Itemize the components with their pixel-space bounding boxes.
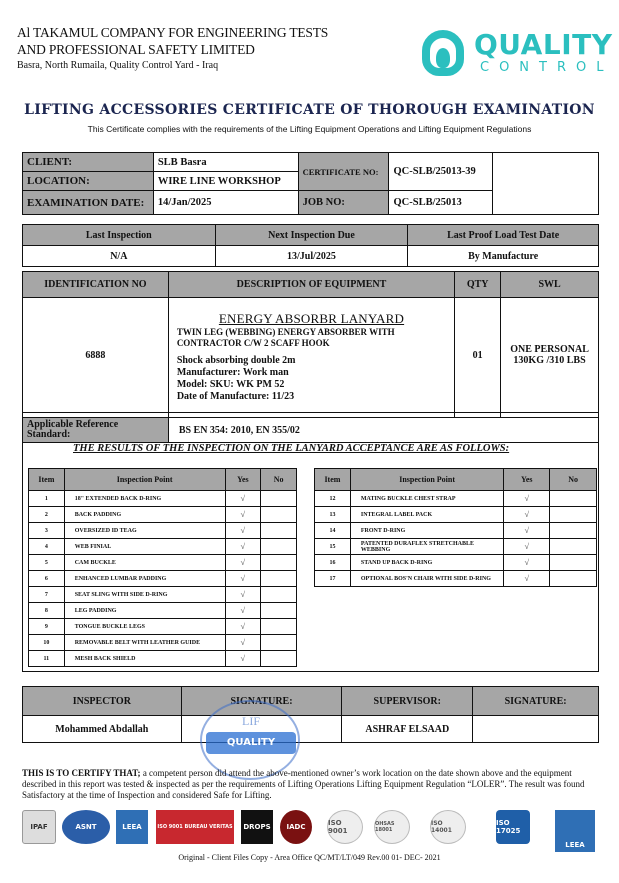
client-info-table — [22, 152, 599, 215]
inspector-name: Mohammed Abdallah — [23, 716, 182, 743]
swl-header: SWL — [501, 272, 599, 298]
yes-mark: √ — [225, 603, 261, 619]
certificate-subtitle: This Certificate complies with the requirements of the Lifting Equipment Operations and Lifting Equipment Regulations — [87, 124, 532, 134]
location-label: LOCATION: — [23, 172, 154, 191]
inspection-row — [315, 491, 597, 507]
company-name-line2: AND PROFESSIONAL SAFETY LIMITED — [17, 42, 255, 57]
item-number: 4 — [29, 539, 65, 555]
yes-mark: √ — [225, 539, 261, 555]
item-number: 10 — [29, 635, 65, 651]
item-number: 12 — [315, 491, 351, 507]
reference-standard-value: BS EN 354: 2010, EN 355/02 — [168, 418, 598, 443]
iso-9001-logo-icon: ISO 9001 — [327, 810, 363, 844]
certificate-no-value: QC-SLB/25013-39 — [389, 153, 493, 191]
no-mark — [261, 539, 297, 555]
yes-mark: √ — [504, 539, 550, 555]
no-mark — [550, 539, 597, 555]
inspection-point: OVERSIZED ID TEAG — [64, 523, 225, 539]
inspection-point-header: Inspection Point — [350, 469, 503, 491]
no-mark — [550, 555, 597, 571]
item-number: 2 — [29, 507, 65, 523]
yes-mark: √ — [504, 507, 550, 523]
no-mark — [261, 507, 297, 523]
inspection-row — [29, 523, 297, 539]
inspection-point: MATING BUCKLE CHEST STRAP — [350, 491, 503, 507]
inspection-row — [315, 507, 597, 523]
inspection-row — [315, 539, 597, 555]
last-inspection-value: N/A — [23, 246, 216, 267]
no-mark — [550, 491, 597, 507]
inspection-point: LEG PADDING — [64, 603, 225, 619]
item-header: Item — [315, 469, 351, 491]
next-inspection-value: 13/Jul/2025 — [215, 246, 408, 267]
yes-mark: √ — [225, 523, 261, 539]
item-number: 3 — [29, 523, 65, 539]
item-number: 6 — [29, 571, 65, 587]
yes-mark: √ — [225, 571, 261, 587]
iso-17025-logo-icon: ISO 17025 — [496, 810, 530, 844]
equipment-detail: Shock absorbing double 2m — [176, 355, 296, 366]
no-mark — [261, 651, 297, 667]
item-number: 8 — [29, 603, 65, 619]
yes-mark: √ — [225, 555, 261, 571]
inspection-row — [29, 587, 297, 603]
ohsas-18001-logo-icon: OHSAS 18001 — [374, 810, 410, 844]
supervisor-name: ASHRAF ELSAAD — [342, 716, 473, 743]
inspection-row — [315, 571, 597, 587]
inspection-row — [29, 619, 297, 635]
swl-value: ONE PERSONAL 130KG /310 LBS — [501, 298, 599, 413]
item-number: 1 — [29, 491, 65, 507]
inspection-row — [315, 555, 597, 571]
iso-14001-logo-icon: ISO 14001 — [430, 810, 466, 844]
inspection-row — [29, 507, 297, 523]
description-header: DESCRIPTION OF EQUIPMENT — [168, 272, 454, 298]
company-address: Basra, North Rumaila, Quality Control Yard - Iraq — [17, 60, 219, 71]
no-mark — [550, 571, 597, 587]
inspection-point: ENHANCED LUMBAR PADDING — [64, 571, 225, 587]
item-number: 5 — [29, 555, 65, 571]
supervisor-signature — [473, 716, 599, 743]
blank-cell — [493, 153, 599, 215]
qty-header: QTY — [455, 272, 501, 298]
results-title: THE RESULTS OF THE INSPECTION ON THE LANYARD ACCEPTANCE ARE AS FOLLOWS: — [73, 443, 510, 454]
inspection-point: MESH BACK SHIELD — [64, 651, 225, 667]
inspection-point: BACK PADDING — [64, 507, 225, 523]
item-number: 14 — [315, 523, 351, 539]
bureau-veritas-logo-icon: ISO 9001 BUREAU VERITAS — [156, 810, 234, 844]
yes-mark: √ — [504, 571, 550, 587]
equipment-subline: TWIN LEG (WEBBING) ENERGY ABSORBER WITH CONTRACTOR C/W 2 SCAFF HOOK — [176, 327, 395, 348]
equipment-table — [22, 271, 599, 443]
equipment-detail: Date of Manufacture: 11/23 — [176, 391, 295, 402]
equipment-name: ENERGY ABSORBR LANYARD — [218, 311, 405, 326]
yes-mark: √ — [225, 491, 261, 507]
job-no-label: JOB NO: — [298, 191, 389, 215]
logo-flame-icon — [436, 48, 450, 68]
item-number: 11 — [29, 651, 65, 667]
client-label: CLIENT: — [23, 153, 154, 172]
yes-mark: √ — [504, 491, 550, 507]
yes-mark: √ — [504, 555, 550, 571]
inspector-label: INSPECTOR — [23, 687, 182, 716]
asnt-logo-icon: ASNT — [62, 810, 110, 844]
yes-mark: √ — [225, 587, 261, 603]
inspection-point: CAM BUCKLE — [64, 555, 225, 571]
item-number: 15 — [315, 539, 351, 555]
inspection-table-left — [28, 468, 297, 667]
item-number: 16 — [315, 555, 351, 571]
no-mark — [261, 603, 297, 619]
exam-date-label: EXAMINATION DATE: — [23, 191, 154, 215]
certify-text: a competent person did attend the above-mentioned owner’s work location on the date shown above and the equipment described in this report was tested & inspected as per the requirements of Lifting Operations Lifting Equipment Regulation “LOLER”. The result was found Satisfactory at the time of Inspection and considered Safe for Lifting. — [22, 768, 585, 800]
inspection-point: SEAT SLING WITH SIDE D-RING — [64, 587, 225, 603]
leea-chain-logo-icon: LEEA — [555, 810, 595, 852]
inspection-row — [29, 539, 297, 555]
yes-mark: √ — [225, 635, 261, 651]
certificate-no-label: CERTIFICATE NO: — [298, 153, 389, 191]
inspection-row — [29, 635, 297, 651]
no-mark — [261, 555, 297, 571]
yes-header: Yes — [225, 469, 261, 491]
qty-value: 01 — [455, 298, 501, 413]
reference-standard-label: Applicable Reference Standard: — [23, 418, 169, 443]
yes-mark: √ — [225, 651, 261, 667]
signature2-label: SIGNATURE: — [473, 687, 599, 716]
inspection-row — [29, 571, 297, 587]
item-number: 13 — [315, 507, 351, 523]
inspection-point-header: Inspection Point — [64, 469, 225, 491]
identification-value: 6888 — [23, 298, 169, 413]
proof-load-value: By Manufacture — [408, 246, 599, 267]
inspection-point: FRONT D-RING — [350, 523, 503, 539]
leea-logo-icon: LEEA — [116, 810, 148, 844]
item-header: Item — [29, 469, 65, 491]
company-name-line1: Al TAKAMUL COMPANY FOR ENGINEERING TESTS — [17, 25, 329, 40]
client-value: SLB Basra — [153, 153, 298, 172]
yes-header: Yes — [504, 469, 550, 491]
no-mark — [261, 635, 297, 651]
item-number: 7 — [29, 587, 65, 603]
company-stamp-icon: LIF QUALITY CONTROL — [200, 700, 300, 780]
supervisor-label: SUPERVISOR: — [342, 687, 473, 716]
logo-word-quality: QUALITY — [474, 28, 613, 61]
inspection-row — [29, 555, 297, 571]
inspection-point: WEB FINIAL — [64, 539, 225, 555]
next-inspection-header: Next Inspection Due — [215, 225, 408, 246]
inspection-point: 18" EXTENDED BACK D-RING — [64, 491, 225, 507]
identification-header: IDENTIFICATION NO — [23, 272, 169, 298]
inspection-point: TONGUE BUCKLE LEGS — [64, 619, 225, 635]
no-mark — [550, 507, 597, 523]
inspection-row — [29, 603, 297, 619]
no-header: No — [550, 469, 597, 491]
inspection-table-right — [314, 468, 597, 587]
no-mark — [261, 571, 297, 587]
item-number: 9 — [29, 619, 65, 635]
inspection-row — [315, 523, 597, 539]
inspection-point: PATENTED DURAFLEX STRETCHABLE WEBBING — [350, 539, 503, 555]
inspection-point: STAND UP BACK D-RING — [350, 555, 503, 571]
certification-statement — [22, 768, 602, 801]
inspection-point: INTEGRAL LABEL PACK — [350, 507, 503, 523]
item-number: 17 — [315, 571, 351, 587]
quality-control-logo — [422, 26, 614, 82]
inspection-point: OPTIONAL BOS'N CHAIR WITH SIDE D-RING — [350, 571, 503, 587]
no-mark — [261, 523, 297, 539]
inspection-point: REMOVABLE BELT WITH LEATHER GUIDE — [64, 635, 225, 651]
proof-load-header: Last Proof Load Test Date — [408, 225, 599, 246]
company-header — [17, 24, 328, 73]
accreditation-logos — [22, 810, 602, 850]
yes-mark: √ — [225, 619, 261, 635]
drops-logo-icon: DROPS — [241, 810, 273, 844]
signature-label: SIGNATURE: — [181, 687, 342, 716]
job-no-value: QC-SLB/25013 — [389, 191, 493, 215]
ipaf-logo-icon: IPAF — [22, 810, 56, 844]
certificate-title: LIFTING ACCESSORIES CERTIFICATE OF THOROUGH EXAMINATION — [24, 102, 595, 118]
certify-lead: THIS IS TO CERTIFY THAT; — [22, 768, 141, 778]
inspection-row — [29, 651, 297, 667]
no-mark — [261, 587, 297, 603]
document-footer: Original - Client Files Copy - Area Office QC/MT/LT/049 Rev.00 01- DEC- 2021 — [178, 853, 441, 862]
equipment-detail: Model: SKU: WK PM 52 — [176, 379, 285, 390]
inspection-row — [29, 491, 297, 507]
location-value: WIRE LINE WORKSHOP — [153, 172, 298, 191]
signature-table — [22, 686, 599, 743]
iadc-logo-icon: IADC — [280, 810, 312, 844]
yes-mark: √ — [504, 523, 550, 539]
exam-date-value: 14/Jan/2025 — [153, 191, 298, 215]
logo-word-control: CONTROL — [480, 60, 614, 75]
no-mark — [261, 619, 297, 635]
equipment-detail: Manufacturer: Work man — [176, 367, 289, 378]
no-mark — [261, 491, 297, 507]
no-mark — [550, 523, 597, 539]
inspection-dates-table — [22, 224, 599, 267]
no-header: No — [261, 469, 297, 491]
equipment-description — [168, 298, 454, 413]
yes-mark: √ — [225, 507, 261, 523]
last-inspection-header: Last Inspection — [23, 225, 216, 246]
